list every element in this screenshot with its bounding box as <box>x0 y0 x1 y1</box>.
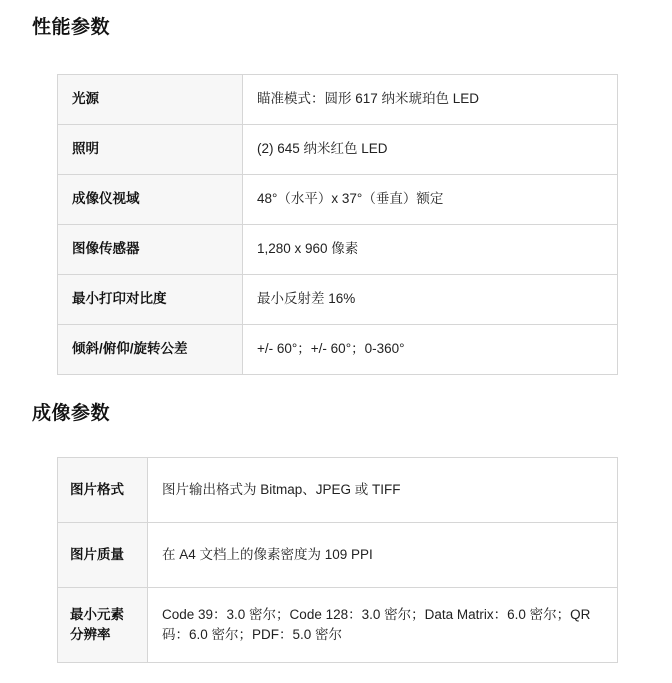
table-row <box>58 458 618 523</box>
spec-value: +/- 60°；+/- 60°；0-360° <box>243 325 618 375</box>
spec-label: 最小打印对比度 <box>58 275 243 325</box>
spec-label: 图片质量 <box>58 523 148 588</box>
table-row <box>58 325 618 375</box>
spec-label: 光源 <box>58 75 243 125</box>
spec-value: (2) 645 纳米红色 LED <box>243 125 618 175</box>
imaging-spec-table <box>57 457 618 663</box>
table-row <box>58 275 618 325</box>
spec-label: 图片格式 <box>58 458 148 523</box>
spec-value: 48°（水平）x 37°（垂直）额定 <box>243 175 618 225</box>
spec-value: 1,280 x 960 像素 <box>243 225 618 275</box>
spec-label: 图像传感器 <box>58 225 243 275</box>
table-row <box>58 588 618 663</box>
spec-label: 倾斜/俯仰/旋转公差 <box>58 325 243 375</box>
table-row <box>58 225 618 275</box>
spec-value: 最小反射差 16% <box>243 275 618 325</box>
spec-value: 在 A4 文档上的像素密度为 109 PPI <box>148 523 618 588</box>
spec-value: 图片输出格式为 Bitmap、JPEG 或 TIFF <box>148 458 618 523</box>
spec-value: 瞄准模式：圆形 617 纳米琥珀色 LED <box>243 75 618 125</box>
spec-label: 照明 <box>58 125 243 175</box>
section-title-imaging: 成像参数 <box>32 403 111 424</box>
table-row <box>58 175 618 225</box>
table-row <box>58 125 618 175</box>
table-row <box>58 75 618 125</box>
table-row <box>58 523 618 588</box>
section-title-performance: 性能参数 <box>32 17 111 38</box>
spec-label: 成像仪视域 <box>58 175 243 225</box>
spec-label: 最小元素分辨率 <box>58 588 148 663</box>
spec-value: Code 39：3.0 密尔；Code 128：3.0 密尔；Data Matrix：6.0 密尔；QR 码：6.0 密尔；PDF：5.0 密尔 <box>148 588 618 663</box>
performance-spec-table <box>57 74 618 375</box>
